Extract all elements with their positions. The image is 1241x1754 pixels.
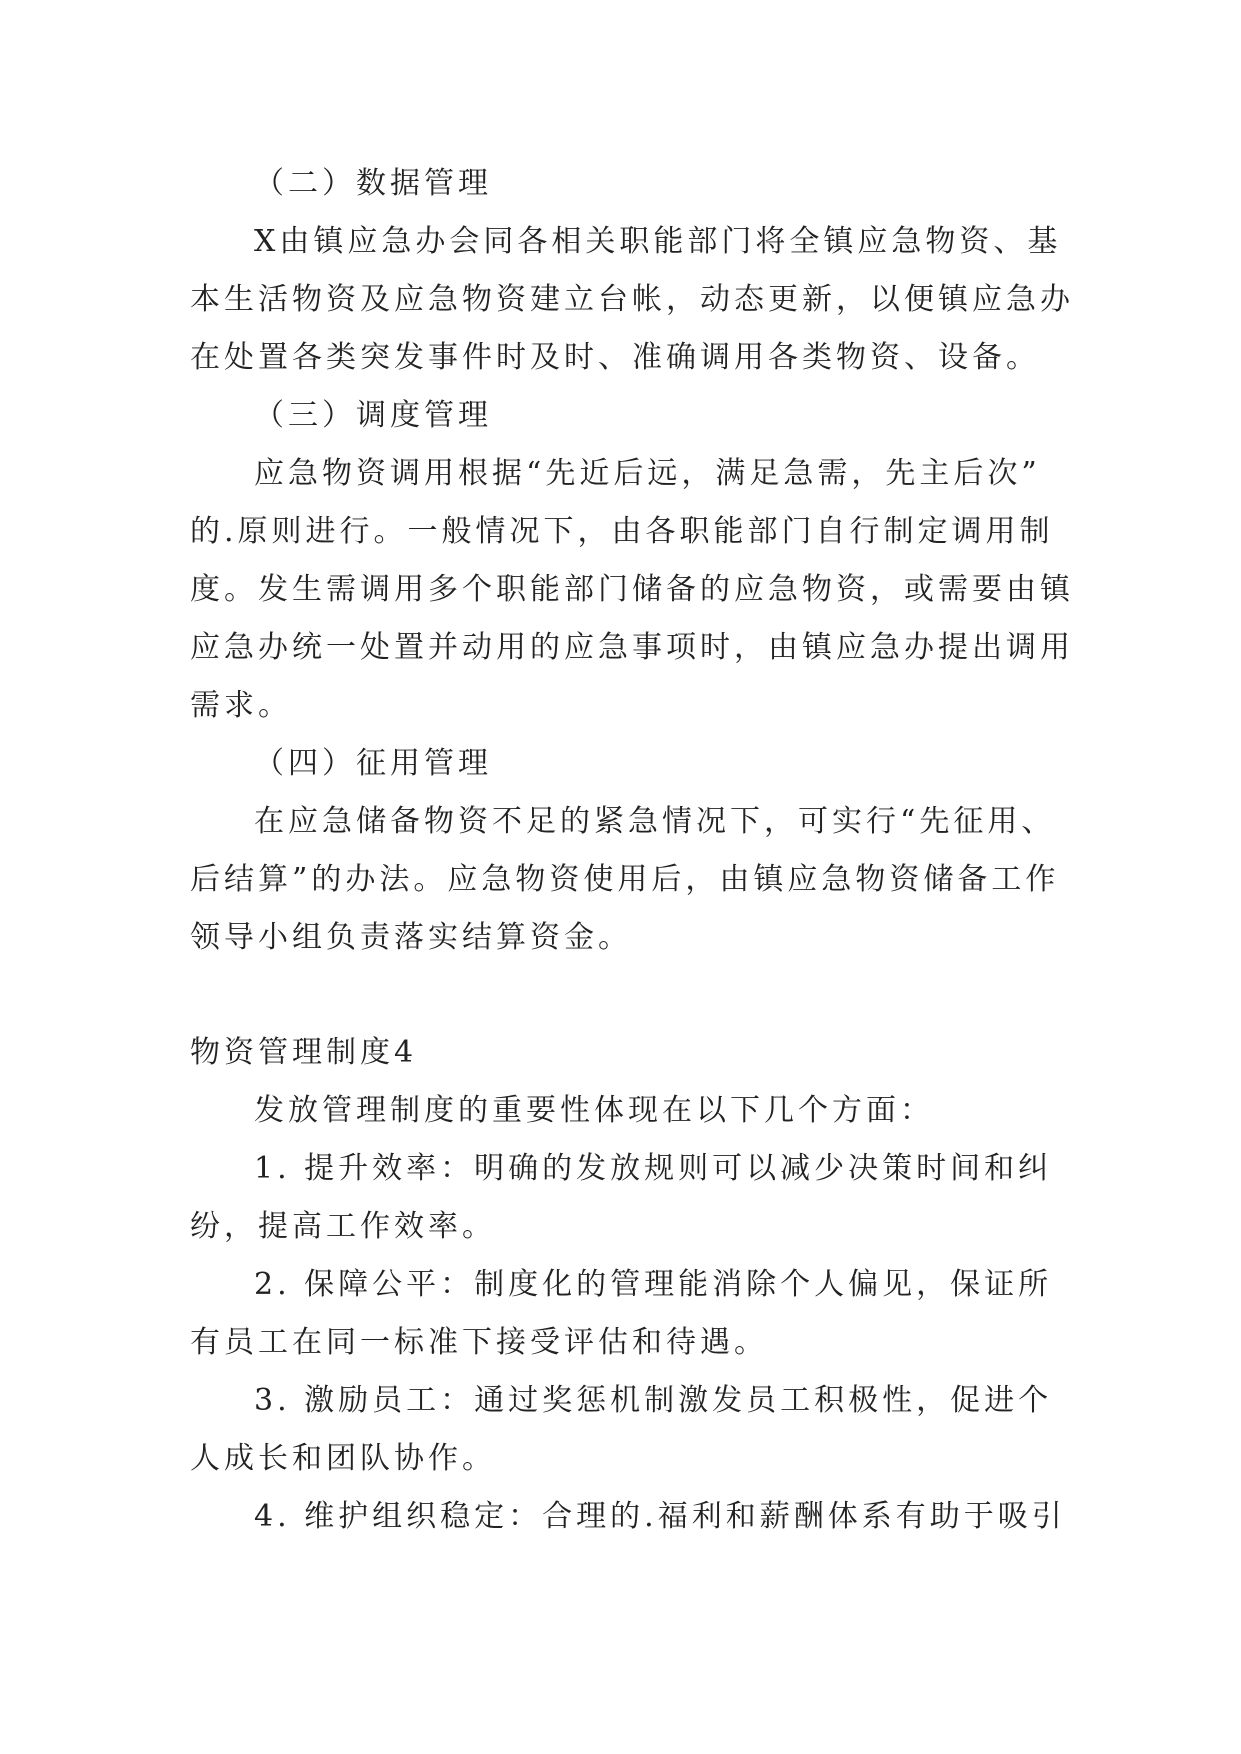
paragraph-line: 需求。 <box>190 688 292 723</box>
document-title: 物资管理制度4 <box>190 1035 418 1070</box>
paragraph-line: 在应急储备物资不足的紧急情况下，可实行“先征用、 <box>254 804 1056 839</box>
list-item: 3. 激励员工：通过奖惩机制激发员工积极性，促进个 <box>254 1383 1053 1418</box>
list-item: 2. 保障公平：制度化的管理能消除个人偏见，保证所 <box>254 1267 1053 1302</box>
list-item: 4. 维护组织稳定：合理的.福利和薪酬体系有助于吸引 <box>254 1499 1066 1534</box>
paragraph-line: 在处置各类突发事件时及时、准确调用各类物资、设备。 <box>190 340 1040 375</box>
paragraph-line: 领导小组负责落实结算资金。 <box>190 920 632 955</box>
section-heading-data-management: （二）数据管理 <box>254 166 492 201</box>
paragraph-line: 应急办统一处置并动用的应急事项时，由镇应急办提出调用 <box>190 630 1074 665</box>
paragraph-line: 的.原则进行。一般情况下，由各职能部门自行制定调用制 <box>190 514 1054 549</box>
section-heading-dispatch-management: （三）调度管理 <box>254 398 492 433</box>
paragraph-line: 应急物资调用根据“先近后远，满足急需，先主后次” <box>254 456 1041 491</box>
list-item-continuation: 有员工在同一标准下接受评估和待遇。 <box>190 1325 768 1360</box>
paragraph-line: X由镇应急办会同各相关职能部门将全镇应急物资、基 <box>254 224 1062 259</box>
list-item-continuation: 纷，提高工作效率。 <box>190 1209 496 1244</box>
section-heading-requisition-management: （四）征用管理 <box>254 746 492 781</box>
paragraph-line: 后结算”的办法。应急物资使用后，由镇应急物资储备工作 <box>190 862 1060 897</box>
list-item-continuation: 人成长和团队协作。 <box>190 1441 496 1476</box>
paragraph-line: 度。发生需调用多个职能部门储备的应急物资，或需要由镇 <box>190 572 1074 607</box>
paragraph-line: 本生活物资及应急物资建立台帐，动态更新，以便镇应急办 <box>190 282 1074 317</box>
list-item: 1. 提升效率：明确的发放规则可以减少决策时间和纠 <box>254 1151 1053 1186</box>
paragraph-line: 发放管理制度的重要性体现在以下几个方面： <box>254 1093 934 1128</box>
